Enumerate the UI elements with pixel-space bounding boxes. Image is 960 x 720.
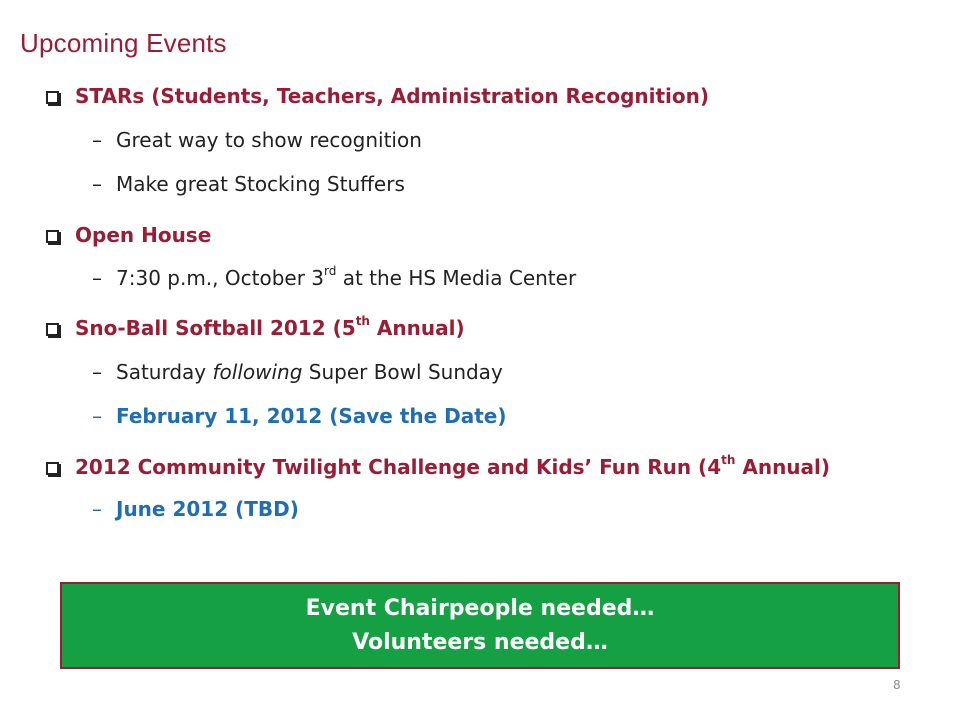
superscript: th [355,314,370,329]
superscript: rd [324,264,337,279]
banner-line-2: Volunteers needed… [352,629,608,655]
event-stars [46,84,709,108]
sub-item-text: Great way to show recognition [116,128,422,152]
event-twilight-challenge [46,455,830,479]
dash-bullet: – [92,404,102,428]
sub-item-date [92,497,299,521]
event-heading: STARs (Students, Teachers, Administration Recognition) [75,84,710,108]
event-heading: 2012 Community Twilight Challenge and Kids’ Fun Run (4th Annual) [75,453,831,479]
superscript: th [721,453,736,468]
event-sno-ball-softball [46,316,465,340]
sub-item-text: June 2012 (TBD) [116,497,299,521]
volunteer-banner [60,582,900,669]
event-open-house [46,223,211,247]
sub-item [92,360,503,384]
sub-item [92,128,422,152]
event-heading: Open House [75,223,212,247]
sub-item-text: February 11, 2012 (Save the Date) [116,404,507,428]
sub-item [92,172,405,196]
dash-bullet: – [92,266,102,290]
sub-item [92,266,576,290]
checkbox-bullet-icon [46,323,59,336]
checkbox-bullet-icon [46,91,59,104]
dash-bullet: – [92,172,102,196]
event-heading: Sno-Ball Softball 2012 (5th Annual) [75,314,465,340]
dash-bullet: – [92,497,102,521]
sub-item-text: Make great Stocking Stuffers [116,172,405,196]
sub-item-text: Saturday following Super Bowl Sunday [116,360,503,384]
sub-item-text: 7:30 p.m., October 3rd at the HS Media Center [116,264,577,290]
checkbox-bullet-icon [46,462,59,475]
dash-bullet: – [92,360,102,384]
sub-item-date [92,404,507,428]
slide-title: Upcoming Events [20,28,227,58]
checkbox-bullet-icon [46,230,59,243]
dash-bullet: – [92,128,102,152]
banner-line-1: Event Chairpeople needed… [305,595,655,621]
page-number: 8 [893,678,901,692]
